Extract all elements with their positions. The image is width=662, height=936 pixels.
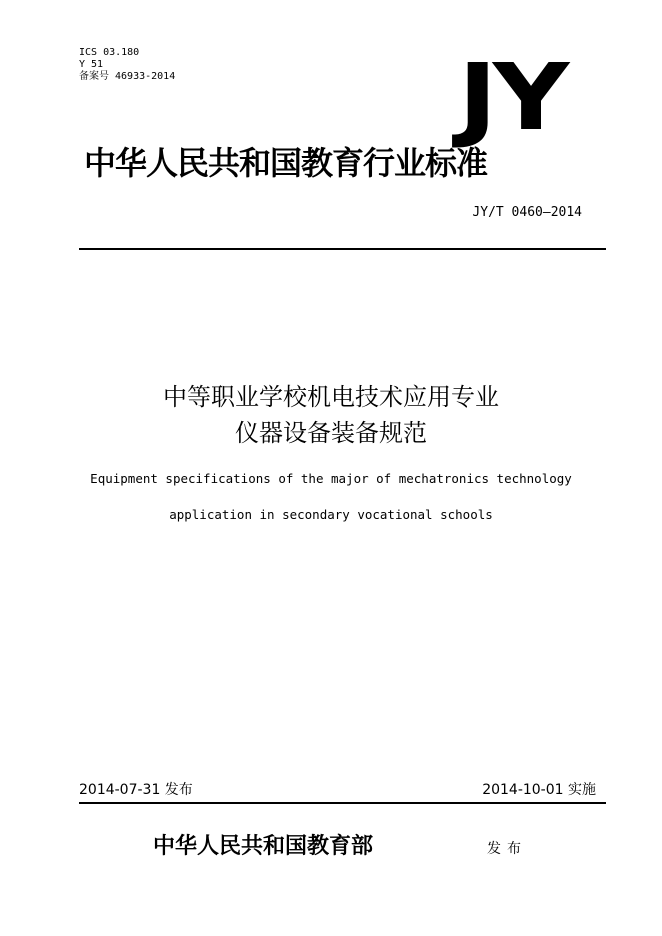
bottom-divider	[79, 802, 606, 804]
publish-label: 发布	[487, 841, 527, 857]
chinese-title-line-2: 仪器设备装备规范	[235, 419, 427, 447]
standard-number: JY/T 0460—2014	[472, 205, 582, 220]
jy-logo: JY	[458, 44, 565, 151]
top-divider	[79, 248, 606, 250]
standard-title: 中华人民共和国教育行业标准	[84, 144, 488, 182]
record-number: 备案号 46933-2014	[79, 71, 176, 82]
english-title-line-2: application in secondary vocational schools	[169, 507, 493, 522]
chinese-title-line-1: 中等职业学校机电技术应用专业	[163, 383, 499, 411]
ics-code: ICS 03.180	[79, 47, 140, 58]
issue-date: 2014-07-31 发布	[79, 782, 193, 798]
implementation-date: 2014-10-01 实施	[482, 782, 596, 798]
classification-code: Y 51	[79, 59, 104, 70]
issuing-ministry: 中华人民共和国教育部	[153, 833, 374, 859]
english-title-line-1: Equipment specifications of the major of mechatronics technology	[90, 471, 572, 486]
